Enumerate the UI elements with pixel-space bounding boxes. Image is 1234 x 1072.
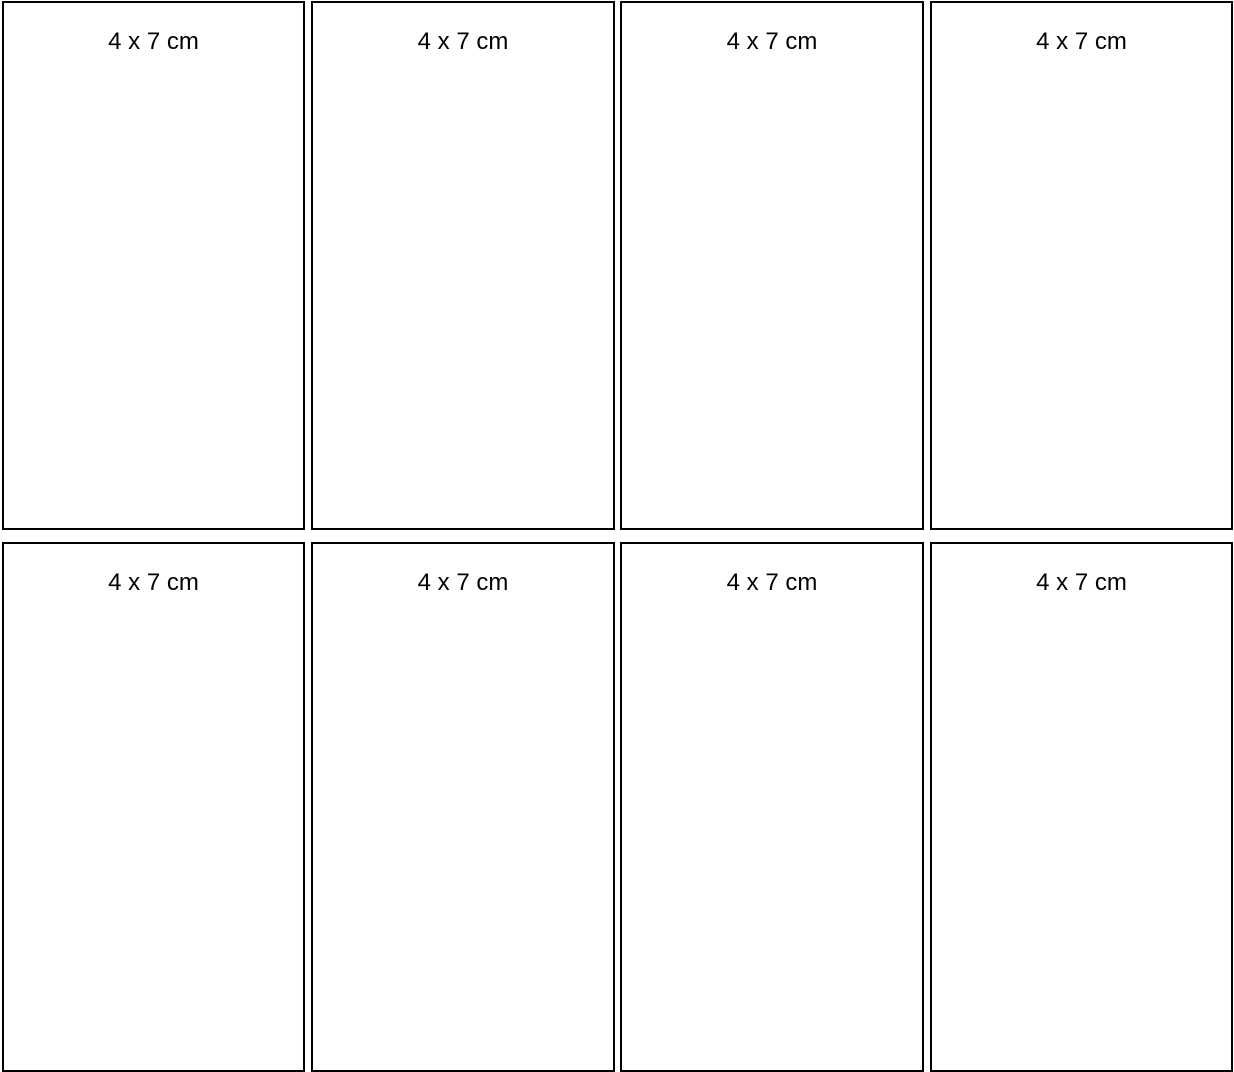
card-size-label: 4 x 7 cm (1036, 28, 1127, 55)
card-size-label: 4 x 7 cm (417, 569, 509, 596)
card-size-label: 4 x 7 cm (726, 569, 818, 596)
card-row2-col1 (2, 542, 305, 1072)
card-row2-col2 (311, 542, 615, 1072)
card-row2-col3 (620, 542, 924, 1072)
card-size-label: 4 x 7 cm (417, 28, 509, 55)
card-size-label: 4 x 7 cm (1036, 569, 1127, 596)
card-row1-col3 (620, 1, 924, 530)
card-row1-col2 (311, 1, 615, 530)
card-row2-col4 (930, 542, 1233, 1072)
card-size-label: 4 x 7 cm (108, 569, 199, 596)
card-row1-col1 (2, 1, 305, 530)
card-row1-col4 (930, 1, 1233, 530)
card-size-label: 4 x 7 cm (726, 28, 818, 55)
card-size-label: 4 x 7 cm (108, 28, 199, 55)
